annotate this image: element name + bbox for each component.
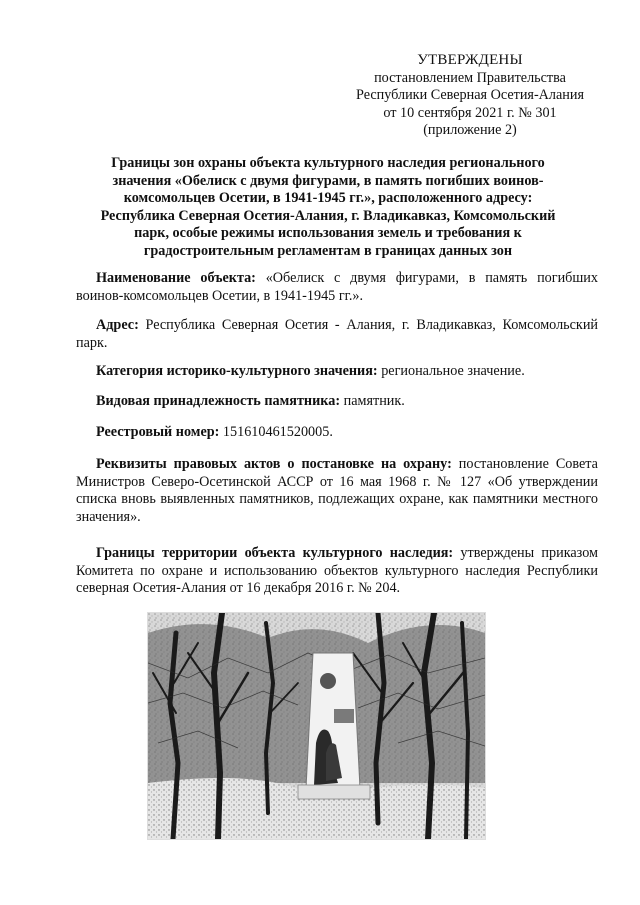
approval-line: постановлением Правительства (374, 69, 566, 86)
monument-photo (147, 612, 486, 840)
field-value: Республика Северная Осетия - Алания, г. Владикавказ, Комсомольский парк. (76, 317, 598, 351)
field-label: Реестровый номер: (96, 424, 220, 440)
field-object-name (76, 270, 598, 305)
approval-line: Республики Северная Осетия-Алания (355, 87, 584, 103)
field-legal-acts (76, 456, 598, 526)
title-line: Границы зон охраны объекта культурного наследия регионального (111, 155, 545, 171)
title-line: парк, особые режимы использования земель и требования к (134, 225, 522, 242)
field-label: Видовая принадлежность памятника: (96, 393, 341, 409)
field-value: 151610461520005. (222, 424, 333, 440)
approval-line: от 10 сентября 2021 г. № 301 (383, 104, 557, 121)
document-title (78, 155, 578, 261)
field-value: утверждены приказом Комитета по охране и использованию объектов культурного наследия Республики северная Осетия-Алания от 16 декабря 2016 г. № 204. (76, 545, 599, 596)
approval-block (330, 52, 610, 140)
field-boundaries (76, 545, 598, 598)
field-monument-type (76, 393, 598, 411)
title-line: градостроительным регламентам в границах данных зон (143, 242, 513, 259)
field-value: региональное значение. (381, 363, 525, 379)
field-label: Категория историко-культурного значения: (96, 363, 378, 379)
title-line: комсомольцев Осетии, в 1941-1945 гг.», расположенного адресу: (123, 190, 533, 207)
title-line: значения «Обелиск с двумя фигурами, в память погибших воинов- (112, 172, 544, 189)
approval-line: (приложение 2) (423, 122, 517, 138)
field-label: Наименование объекта: (96, 270, 256, 286)
field-label: Границы территории объекта культурного наследия: (96, 545, 454, 561)
field-label: Реквизиты правовых актов о постановке на охрану: (96, 456, 452, 472)
field-value: «Обелиск с двумя фигурами, в память погибших воинов-комсомольцев Осетии, в 1941-1945 гг.». (76, 270, 598, 304)
field-value: постановление Совета Министров Северо-Осетинской АССР от 16 мая 1968 г. № 127 «Об утверждении списка вновь выявленных памятников, подлежащих охране, как памятники местного значения». (76, 456, 598, 525)
monument-photo-image (148, 613, 485, 839)
field-address (76, 317, 598, 352)
field-category (76, 363, 598, 381)
field-value: памятник. (343, 393, 405, 409)
field-label: Адрес: (96, 317, 139, 333)
approval-title: УТВЕРЖДЕНЫ (417, 52, 523, 68)
title-line: Республика Северная Осетия-Алания, г. Владикавказ, Комсомольский (100, 207, 556, 224)
field-registry-number (76, 424, 598, 442)
